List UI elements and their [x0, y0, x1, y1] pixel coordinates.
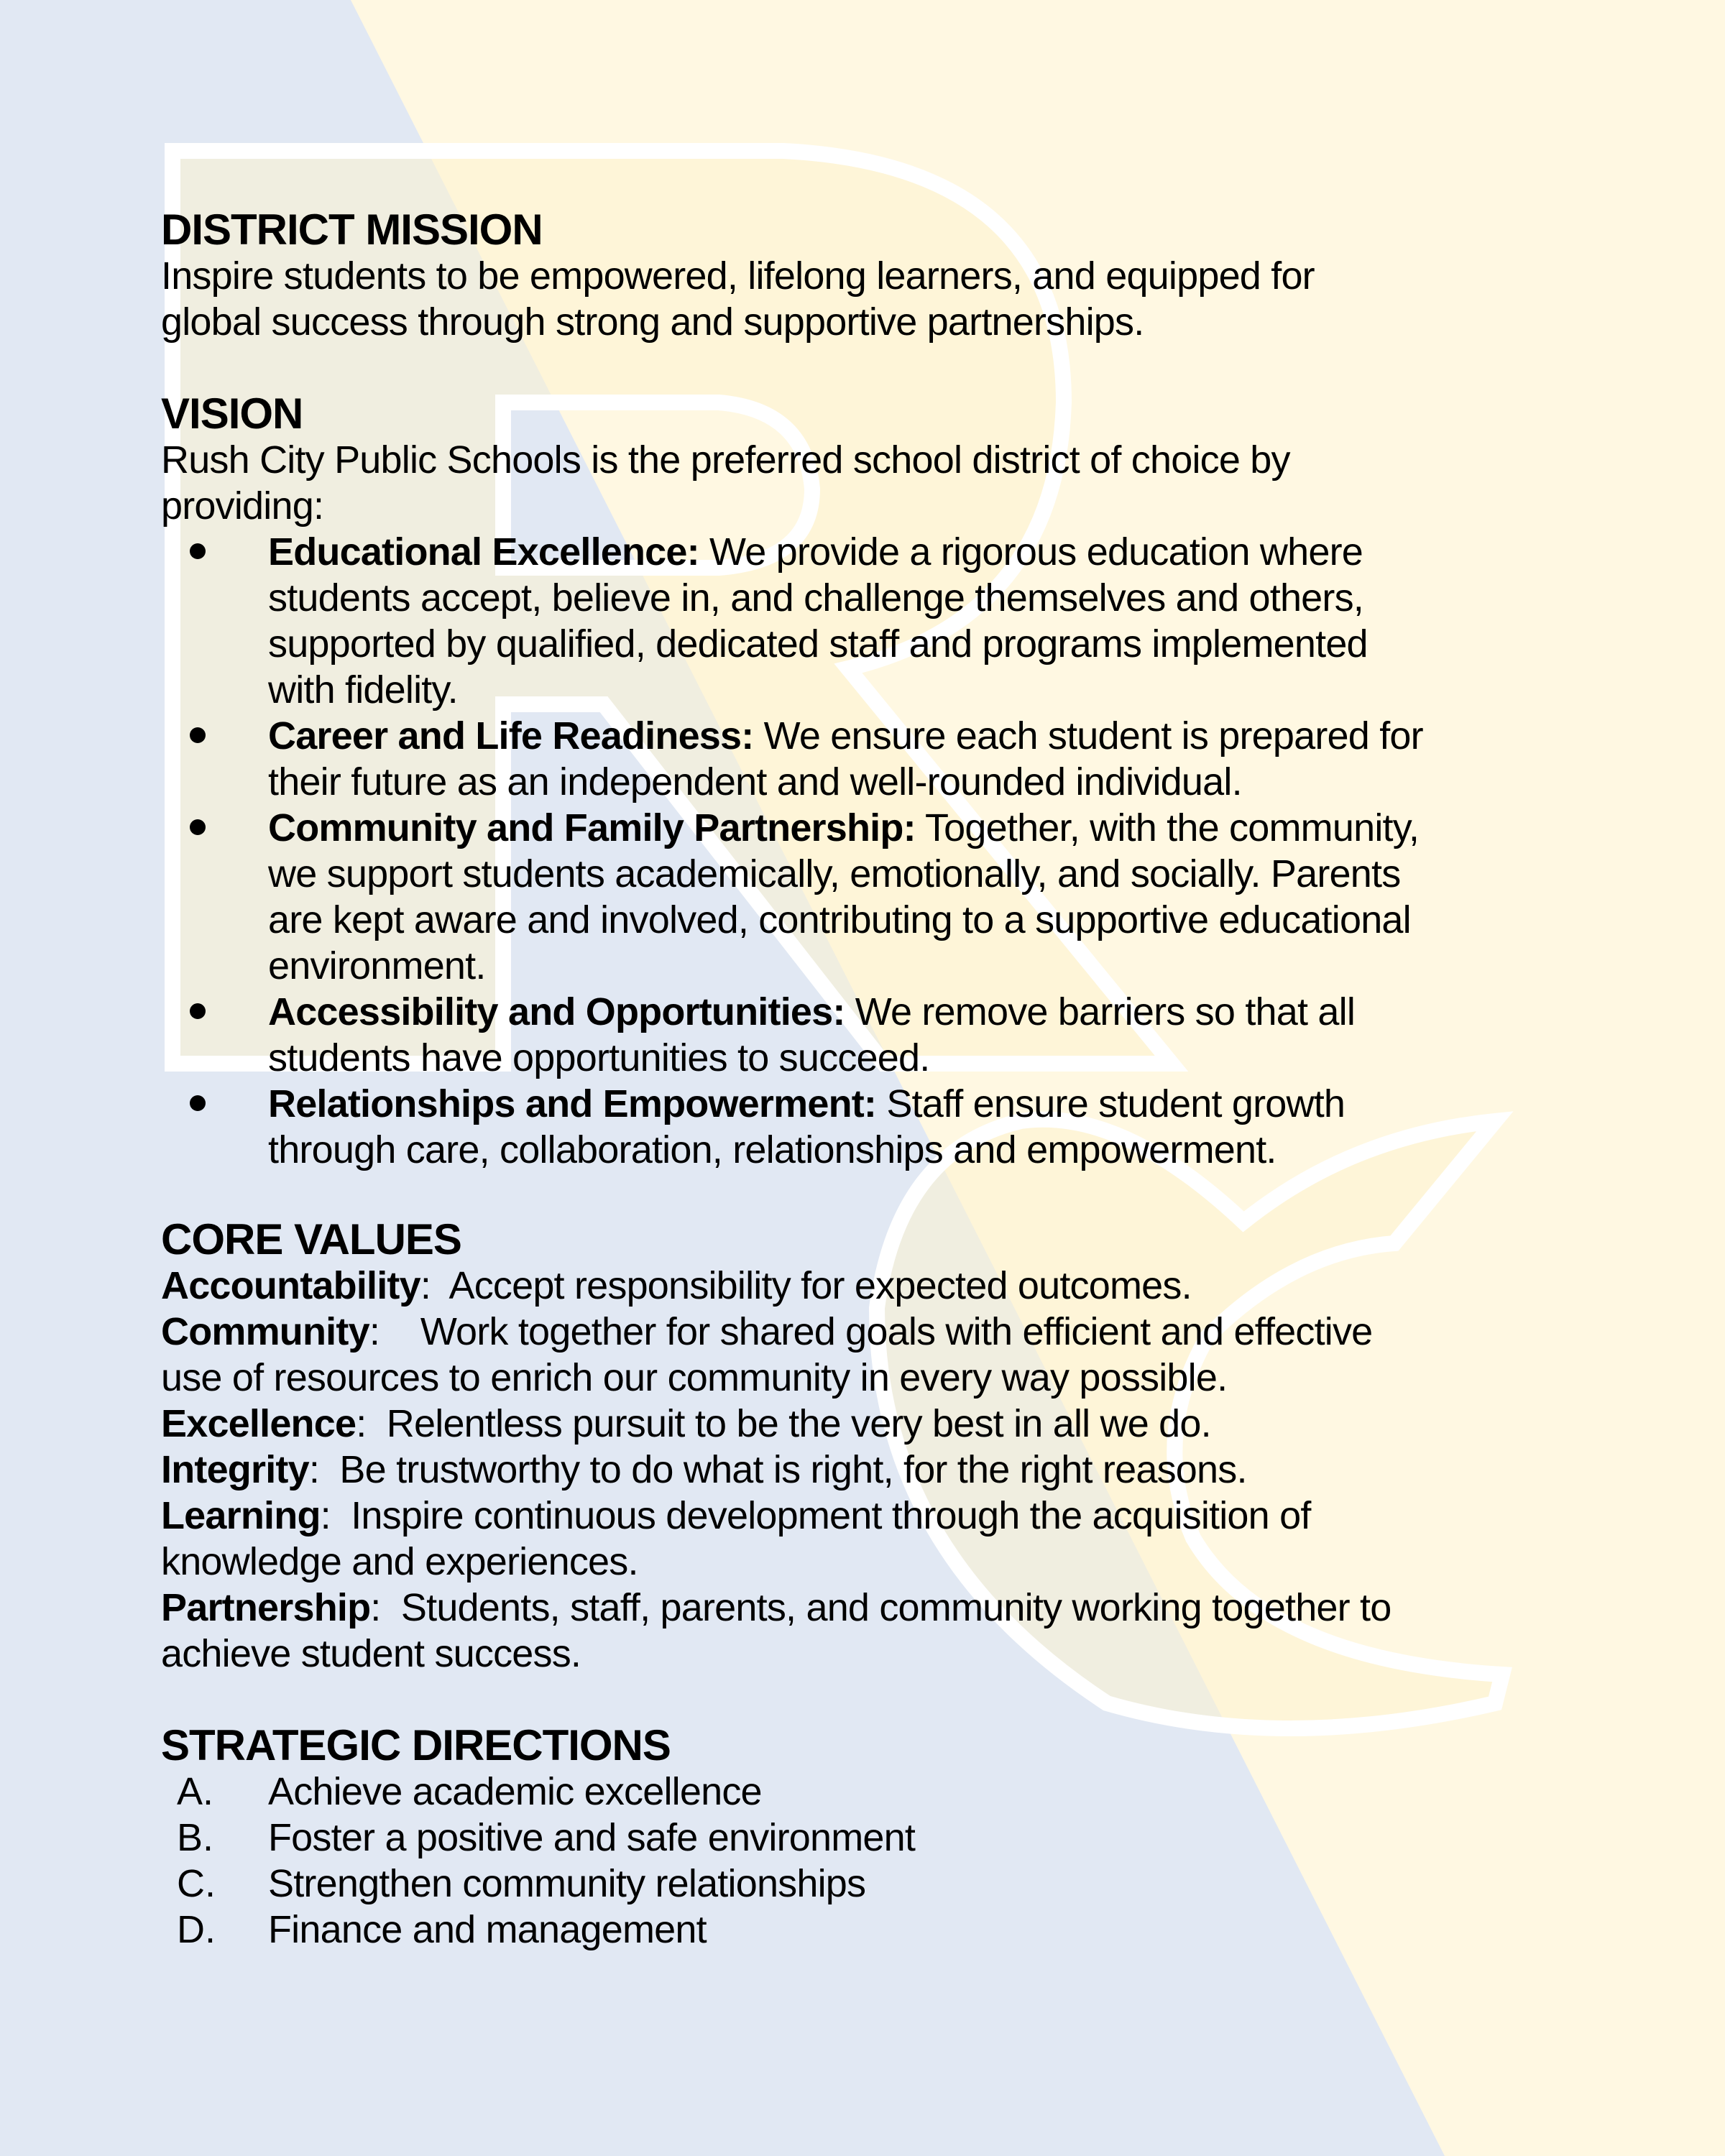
bullet-icon	[190, 1003, 206, 1019]
vision-item-line	[268, 529, 1670, 575]
strategic-item-letter: D.	[177, 1908, 216, 1951]
vision-item-term: Accessibility and Opportunities:	[268, 990, 845, 1033]
strategic-item-text: Finance and management	[268, 1908, 707, 1951]
core-values-heading: CORE VALUES	[161, 1215, 461, 1263]
vision-list-item	[161, 989, 1670, 1081]
core-value-text: : Work together for shared goals with efficient and effective	[369, 1310, 1373, 1353]
strategic-item-letter: C.	[177, 1862, 216, 1905]
mission-section	[161, 207, 1670, 345]
core-value-term: Learning	[161, 1494, 321, 1537]
vision-item-line: their future as an independent and well-rounded individual.	[268, 760, 1242, 803]
vision-item-line	[268, 713, 1670, 759]
vision-item-line: are kept aware and involved, contributing to a supportive educational	[268, 898, 1411, 941]
strategic-item	[161, 1815, 1670, 1861]
vision-item-text: We ensure each student is prepared for	[753, 714, 1423, 757]
vision-item-term: Community and Family Partnership:	[268, 806, 916, 849]
core-value-term: Integrity	[161, 1448, 309, 1491]
core-value-line	[161, 1585, 1670, 1631]
core-value-line: achieve student success.	[161, 1632, 581, 1675]
core-value-item	[161, 1585, 1670, 1677]
core-value-item	[161, 1493, 1670, 1585]
strategic-list	[161, 1769, 1670, 1953]
core-value-item	[161, 1309, 1670, 1401]
core-value-text: : Accept responsibility for expected outcomes.	[420, 1264, 1192, 1307]
vision-item-text: Staff ensure student growth	[876, 1082, 1346, 1125]
core-value-text: : Students, staff, parents, and community working together to	[370, 1586, 1392, 1629]
core-value-line	[161, 1309, 1670, 1355]
mission-line: Inspire students to be empowered, lifelong learners, and equipped for	[161, 254, 1315, 298]
core-value-term: Community	[161, 1310, 369, 1353]
core-value-line	[161, 1401, 1670, 1447]
core-values-list	[161, 1263, 1670, 1677]
core-value-line	[161, 1263, 1670, 1309]
core-value-item	[161, 1263, 1670, 1309]
vision-line: Rush City Public Schools is the preferred school district of choice by	[161, 438, 1290, 482]
bullet-icon	[190, 727, 206, 743]
vision-item-term: Career and Life Readiness:	[268, 714, 754, 757]
vision-section	[161, 391, 1670, 1173]
vision-item-line	[268, 805, 1670, 851]
core-values-section	[161, 1217, 1670, 1677]
core-value-line: knowledge and experiences.	[161, 1540, 638, 1583]
mission-heading: DISTRICT MISSION	[161, 206, 543, 254]
core-value-item	[161, 1447, 1670, 1493]
core-value-term: Partnership	[161, 1586, 371, 1629]
vision-item-line: with fidelity.	[268, 668, 458, 711]
strategic-item	[161, 1907, 1670, 1953]
core-value-term: Accountability	[161, 1264, 420, 1307]
core-value-term: Excellence	[161, 1402, 356, 1445]
vision-item-text: We remove barriers so that all	[845, 990, 1356, 1033]
strategic-item-letter: B.	[177, 1816, 214, 1859]
vision-item-line	[268, 989, 1670, 1035]
bullet-icon	[190, 819, 206, 835]
vision-line: providing:	[161, 484, 324, 528]
strategic-heading: STRATEGIC DIRECTIONS	[161, 1721, 671, 1769]
core-value-text: : Inspire continuous development through the acquisition of	[320, 1494, 1311, 1537]
core-value-line	[161, 1493, 1670, 1539]
mission-line: global success through strong and supportive partnerships.	[161, 300, 1144, 344]
vision-list-item	[161, 805, 1670, 989]
vision-item-text: We provide a rigorous education where	[699, 530, 1363, 573]
strategic-item	[161, 1861, 1670, 1907]
strategic-item-text: Foster a positive and safe environment	[268, 1816, 916, 1859]
vision-item-line: students have opportunities to succeed.	[268, 1036, 930, 1079]
vision-item-line: through care, collaboration, relationships and empowerment.	[268, 1128, 1276, 1171]
core-value-text: : Relentless pursuit to be the very best in all we do.	[356, 1402, 1211, 1445]
core-value-item	[161, 1401, 1670, 1447]
vision-item-term: Relationships and Empowerment:	[268, 1082, 877, 1125]
vision-item-term: Educational Excellence:	[268, 530, 699, 573]
vision-item-line: students accept, believe in, and challenge themselves and others,	[268, 576, 1363, 619]
vision-item-text: Together, with the community,	[915, 806, 1420, 849]
vision-list-item	[161, 1081, 1670, 1173]
strategic-item-letter: A.	[177, 1770, 214, 1813]
vision-item-line: supported by qualified, dedicated staff and programs implemented	[268, 622, 1368, 665]
strategic-item	[161, 1769, 1670, 1815]
vision-list-item	[161, 529, 1670, 713]
vision-list-item	[161, 713, 1670, 805]
bullet-icon	[190, 543, 206, 559]
vision-item-line: environment.	[268, 944, 486, 987]
vision-item-line: we support students academically, emotionally, and socially. Parents	[268, 852, 1401, 895]
vision-list	[161, 529, 1670, 1173]
bullet-icon	[190, 1095, 206, 1111]
strategic-directions-section	[161, 1723, 1670, 1953]
core-value-line: use of resources to enrich our community in every way possible.	[161, 1356, 1228, 1399]
vision-item-line	[268, 1081, 1670, 1127]
strategic-item-text: Strengthen community relationships	[268, 1862, 866, 1905]
strategic-item-text: Achieve academic excellence	[268, 1770, 762, 1813]
core-value-text: : Be trustworthy to do what is right, for the right reasons.	[308, 1448, 1247, 1491]
vision-heading: VISION	[161, 390, 303, 438]
core-value-line	[161, 1447, 1670, 1493]
